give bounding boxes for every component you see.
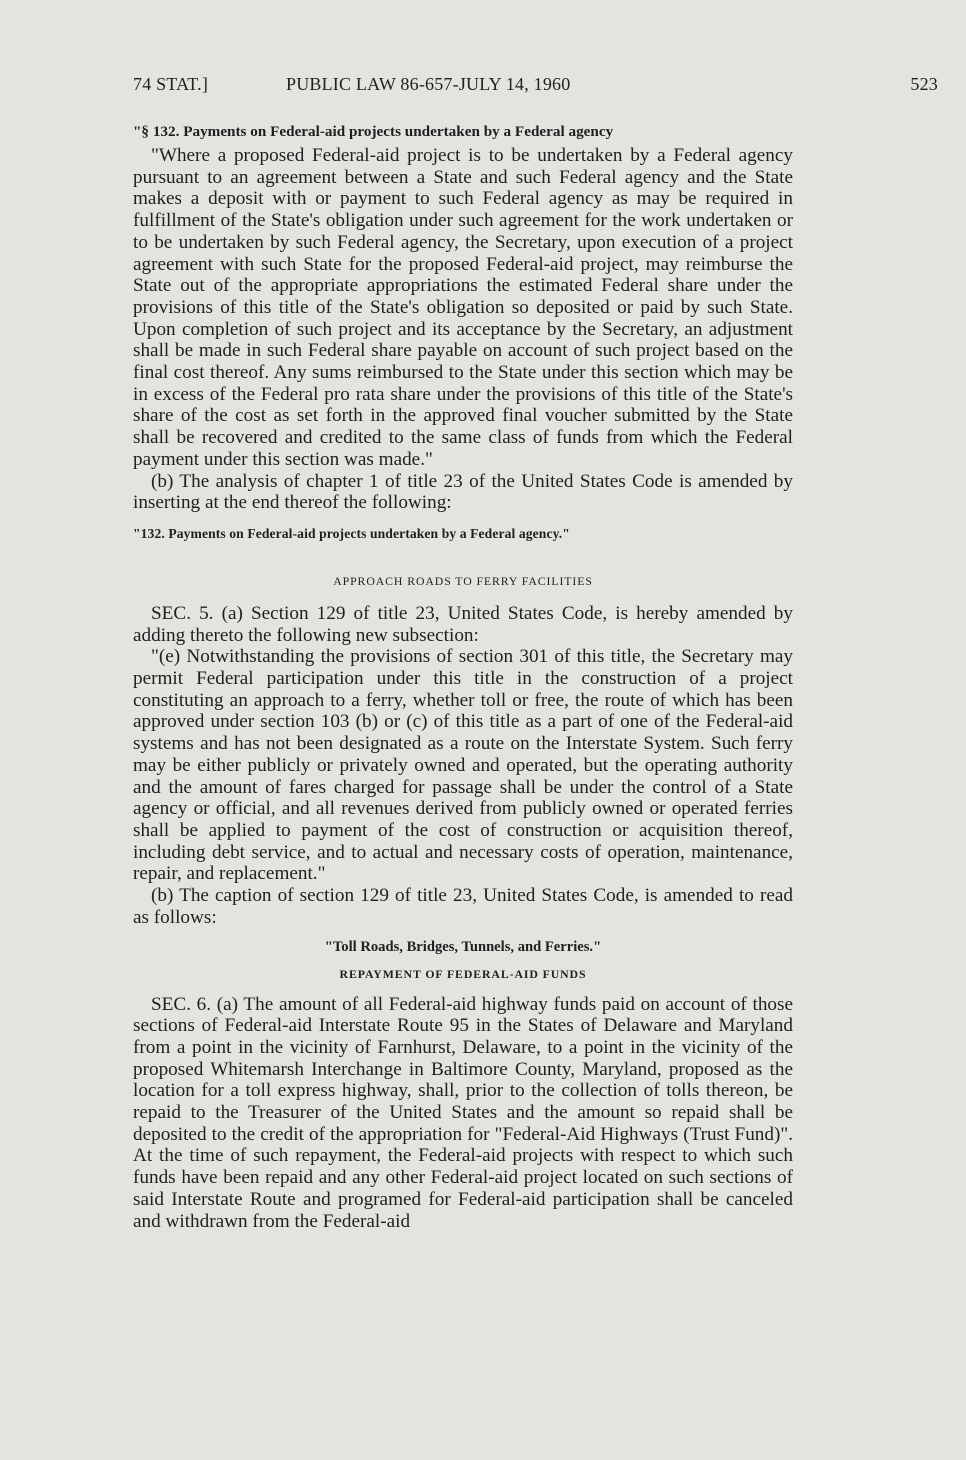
page-body	[133, 123, 793, 1232]
section-5-b-text: (b) The caption of section 129 of title 23, United States Code, is amended to read as follows:	[133, 885, 793, 928]
section-5-label: SEC. 5.	[151, 602, 214, 624]
running-title: PUBLIC LAW 86-657-JULY 14, 1960	[286, 74, 571, 94]
ferry-facilities-heading: APPROACH ROADS TO FERRY FACILITIES	[333, 573, 593, 588]
section-129-caption: "Toll Roads, Bridges, Tunnels, and Ferries."	[324, 938, 602, 955]
subsection-b-analysis-text: (b) The analysis of chapter 1 of title 23 of the United States Code is amended by inserting at the end thereof the following:	[133, 470, 793, 514]
repayment-heading: REPAYMENT OF FEDERAL-AID FUNDS	[339, 966, 587, 981]
analysis-entry: "132. Payments on Federal-aid projects undertaken by a Federal agency."	[133, 525, 570, 541]
section-6-a-text: (a) The amount of all Federal-aid highway funds paid on account of those sections of Federal-aid Interstate Route 95 in the States of Delaware and Maryland from a point in the vicinity of Farnhurst, Delaware, to a point in the vicinity of the proposed Whitemarsh Interchange in Baltimore County, Maryland, proposed as the location for a toll express highway, shall, prior to the collection of tolls thereon, be repaid to the Treasurer of the United States and the amount so repaid shall be deposited to the credit of the appropriation for "Federal-Aid Highways (Trust Fund)". At the time of such repayment, the Federal-aid projects with respect to which such funds have been repaid and any other Federal-aid project located on such sections of said Interstate Route and programed for Federal-aid participation shall be canceled and withdrawn from the Federal-aid	[133, 993, 794, 1232]
section-5-a-text: (a) Section 129 of title 23, United States Code, is hereby amended by adding thereto the following new subsection:	[133, 602, 793, 646]
statute-reference: 74 STAT.]	[133, 74, 209, 94]
section-132-heading: "§ 132. Payments on Federal-aid projects undertaken by a Federal agency	[133, 123, 614, 140]
section-6-a-paragraph	[133, 994, 793, 1233]
page-header	[133, 74, 938, 98]
page-number: 523	[910, 74, 938, 94]
section-6-label: SEC. 6.	[151, 993, 212, 1015]
section-5-a-paragraph	[133, 603, 793, 646]
section-132-text: "Where a proposed Federal-aid project is to be undertaken by a Federal agency pursuant to an agreement between a State and such Federal agency and the State makes a deposit with or payment to such Federal agency as may be required in fulfillment of the State's obligation under such agreement for the work undertaken or to be undertaken by such Federal agency, the Secretary, upon execution of a project agreement with such State for the proposed Federal-aid project, may reimburse the State out of the appropriate appropriations the estimated Federal share under the provisions of this title of the State's obligation so deposited or paid by such State. Upon completion of such project and its acceptance by the Secretary, an adjustment shall be made in such Federal share payable on account of such project based on the final cost thereof. Any sums reimbursed to the State under this section which may be in excess of the Federal pro rata share under the provisions of this title of the State's share of the cost as set forth in the approved final voucher submitted by the State shall be recovered and credited to the same class of funds from which the Federal payment under this section was made."	[133, 145, 793, 470]
subsection-e-text: "(e) Notwithstanding the provisions of section 301 of this title, the Secretary may permit Federal participation under this title in the construction of a project constituting an approach to a ferry, whether toll or free, the route of which has been approved under section 103 (b) or (c) of this title as a part of one of the Federal-aid systems and has not been designated as a route on the Interstate System. Such ferry may be either publicly or privately owned and operated, but the operating authority and the amount of fares charged for passage shall be under the control of a State agency or official, and all revenues derived from publicly owned or operated ferries shall be applied to payment of the cost of construction or acquisition thereof, including debt service, and to actual and necessary costs of operation, maintenance, repair, and replacement."	[133, 646, 793, 885]
